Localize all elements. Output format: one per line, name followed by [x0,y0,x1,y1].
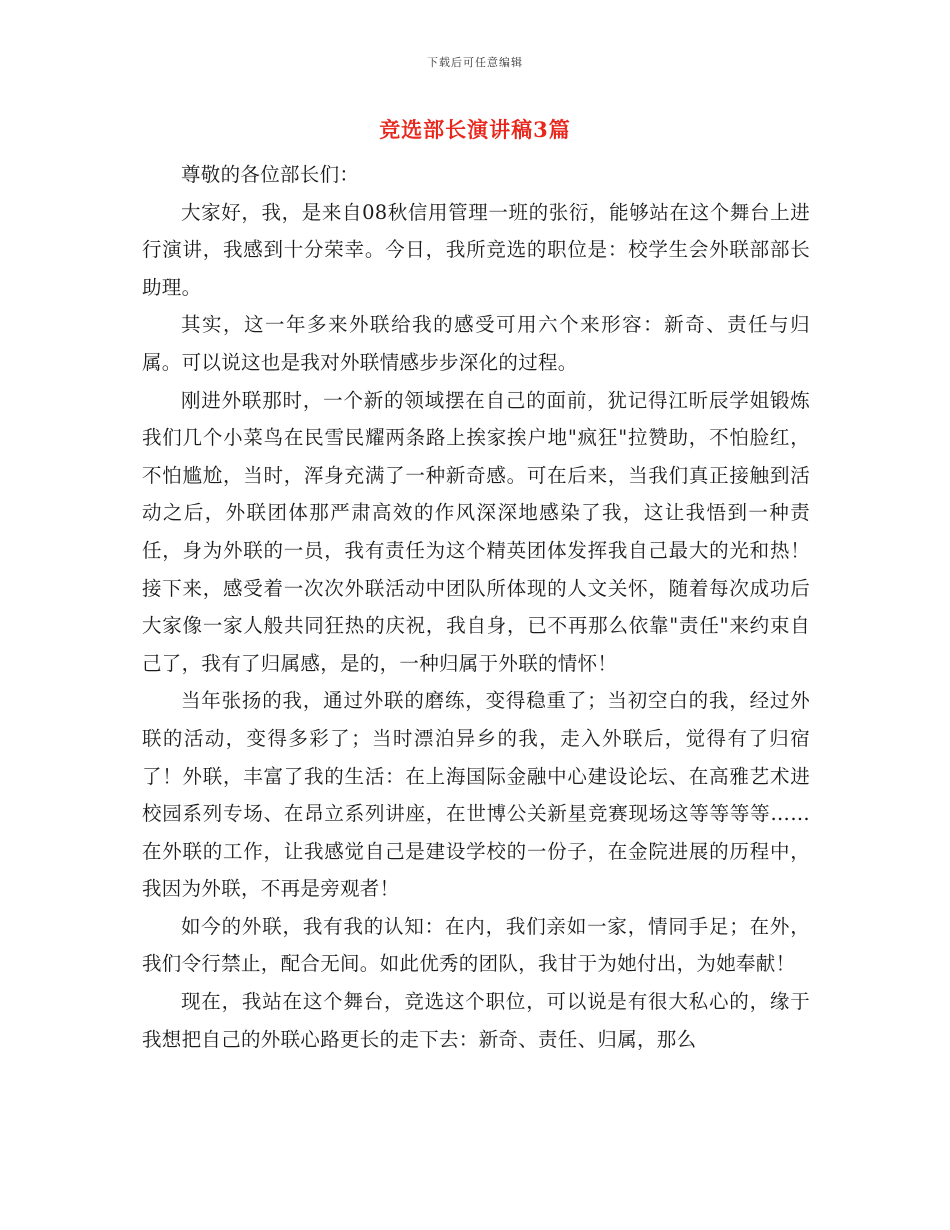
paragraph-feelings: 其实，这一年多来外联给我的感受可用六个来形容：新奇、责任与归属。可以说这也是我对外联情感步步深化的过程。 [142,313,810,374]
paragraph-motivation: 现在，我站在这个舞台，竞选这个职位，可以说是有很大私心的，缘于我想把自己的外联心路更长的走下去：新奇、责任、归属，那么 [142,990,810,1051]
paragraph-team: 如今的外联，我有我的认知：在内，我们亲如一家，情同手足；在外，我们令行禁止，配合无间。如此优秀的团队，我甘于为她付出，为她奉献！ [142,914,810,976]
paragraph-introduction: 大家好，我，是来自08秋信用管理一班的张衍，能够站在这个舞台上进行演讲，我感到十分荣幸。今日，我所竞选的职位是：校学生会外联部部长助理。 [142,200,810,299]
document-body [142,156,810,1058]
document-title: 竞选部长演讲稿3篇 [379,117,571,142]
paragraph-greeting: 尊敬的各位部长们： [181,163,360,186]
paragraph-experience: 刚进外联那时，一个新的领域摆在自己的面前，犹记得江昕辰学姐锻炼我们几个小菜鸟在民雪民耀两条路上挨家挨户地"疯狂"拉赞助，不怕脸红，不怕尴尬，当时，浑身充满了一种新奇感。可在后来，当我们真正接触到活动之后，外联团体那严肃高效的作风深深地感染了我，这让我悟到一种责任，身为外联的一员，我有责任为这个精英团体发挥我自己最大的光和热！接下来，感受着一次次外联活动中团队所体现的人文关怀，随着每次成功后大家像一家人般共同狂热的庆祝，我自身，已不再那么依靠"责任"来约束自己了，我有了归属感，是的，一种归属于外联的情怀！ [142,388,810,675]
header-note: 下载后可任意编辑 [427,56,523,69]
paragraph-growth: 当年张扬的我，通过外联的磨练，变得稳重了；当初空白的我，经过外联的活动，变得多彩了；当时漂泊异乡的我，走入外联后，觉得有了归宿了！外联，丰富了我的生活：在上海国际金融中心建设论坛、在高雅艺术进校园系列专场、在昂立系列讲座，在世博公关新星竞赛现场这等等等等……在外联的工作，让我感觉自己是建设学校的一份子，在金院进展的历程中，我因为外联，不再是旁观者！ [142,689,810,901]
